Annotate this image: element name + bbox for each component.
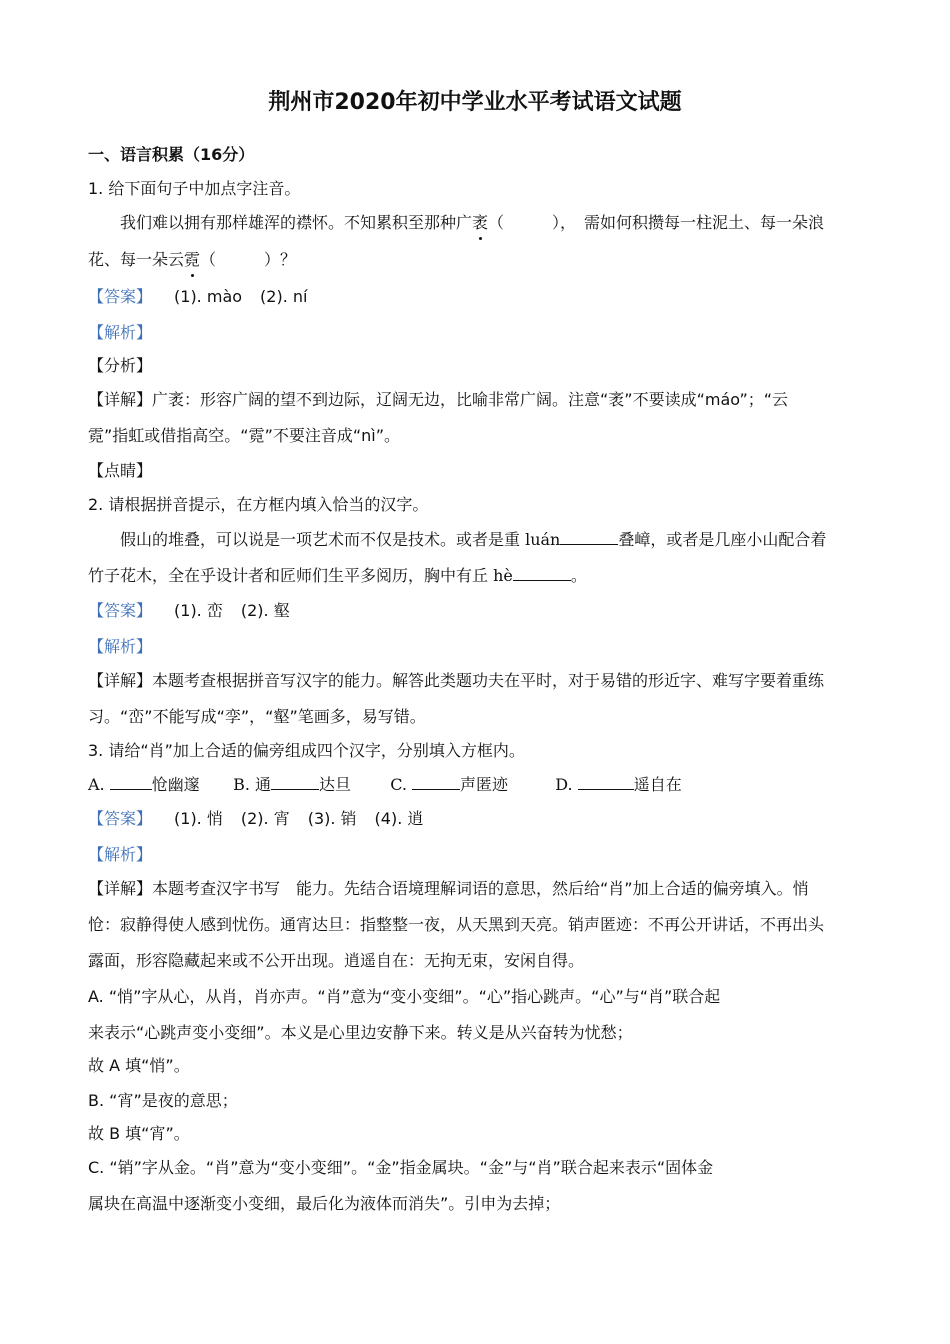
q1-stem: 1. 给下面句子中加点字注音。: [88, 179, 301, 198]
q1-passage-line2: [88, 249, 296, 271]
q3-answer-row: [88, 808, 441, 830]
q2-answer-1: (1). 峦: [174, 601, 223, 620]
q3-jiexi-tag: 【解析】: [88, 845, 153, 864]
answer-tag: 【答案】: [88, 809, 153, 828]
q1-passage-line1: [120, 212, 824, 234]
q3-b-fill: 故 B 填“宵”。: [88, 1124, 190, 1143]
q3-answer-1: (1). 悄: [174, 809, 223, 828]
q2-detail-line1: 【详解】本题考查根据拼音写汉字的能力。解答此类题功夫在平时，对于易错的形近字、难写字要着重练: [88, 671, 825, 690]
q3-b-line1: B. “宵”是夜的意思；: [88, 1091, 238, 1110]
q1-line1-text-b: （ ）， 需如何积攒每一柱泥土、每一朵浪: [488, 213, 825, 232]
q3-answer-4: (4). 逍: [374, 809, 424, 828]
q3-answer-2: (2). 宵: [240, 809, 290, 828]
q3-option-d: D. 遥自在: [555, 775, 682, 794]
q2-answer-row: [88, 600, 308, 622]
q3-option-b: B. 通 达旦: [233, 775, 352, 794]
q1-jiexi-tag: 【解析】: [88, 323, 153, 342]
q3-a-fill: 故 A 填“悄”。: [88, 1056, 190, 1075]
q2-jiexi-tag: 【解析】: [88, 637, 153, 656]
q2-line2-text-b: 。: [570, 566, 587, 585]
q3-stem: 3. 请给“肖”加上合适的偏旁组成四个汉字，分别填入方框内。: [88, 741, 525, 760]
q1-line2-text-b: （ ）？: [200, 250, 297, 269]
answer-tag: 【答案】: [88, 601, 153, 620]
q2-passage-line1: [120, 529, 826, 551]
q1-detail-line1: 【详解】广袤：形容广阔的望不到边际，辽阔无边，比喻非常广阔。注意“袤”不要读成“máo”；“云: [88, 390, 789, 409]
q2-detail-line2: 习。“峦”不能写成“孪”，“壑”笔画多，易写错。: [88, 707, 426, 726]
q1-dotted-char-1: 袤: [472, 213, 489, 232]
q2-line1-text-a: 假山的堆叠，可以说是一项艺术而不仅是技术。或者是重 luán: [120, 530, 561, 549]
answer-tag: 【答案】: [88, 287, 153, 306]
q1-answer-2: (2). ní: [260, 287, 308, 306]
q1-dianjing-tag: 【点睛】: [88, 461, 153, 480]
q3-option-c: C. 声匿迹: [390, 775, 509, 794]
q3-a-line1: A. “悄”字从心，从肖，肖亦声。“肖”意为“变小变细”。“心”指心跳声。“心”与“肖”联合起: [88, 987, 721, 1006]
q3-answer-3: (3). 销: [307, 809, 357, 828]
section-heading: 一、语言积累（16分）: [88, 145, 255, 164]
q1-detail-line2: 霓”指虹或借指高空。“霓”不要注音成“nì”。: [88, 426, 401, 445]
q2-line2-text-a: 竹子花木，全在乎设计者和匠师们生平多阅历，胸中有丘 hè: [88, 566, 513, 585]
q2-passage-line2: [88, 565, 587, 587]
q3-option-a: A. 怆幽邃: [88, 775, 200, 794]
q1-fenxi-tag: 【分析】: [88, 356, 153, 375]
q3-detail-line1: 【详解】本题考查汉字书写 能力。先结合语境理解词语的意思，然后给“肖”加上合适的偏旁填入。悄: [88, 879, 809, 898]
q2-stem: 2. 请根据拼音提示，在方框内填入恰当的汉字。: [88, 495, 429, 514]
q2-line1-text-b: 叠嶂，或者是几座小山配合着: [618, 530, 827, 549]
q3-c-line1: C. “销”字从金。“肖”意为“变小变细”。“金”指金属块。“金”与“肖”联合起来表示“固体金: [88, 1158, 714, 1177]
q3-a-line2: 来表示“心跳声变小变细”。本义是心里边安静下来。转义是从兴奋转为忧愁；: [88, 1023, 633, 1042]
q3-detail-line2: 怆：寂静得使人感到忧伤。通宵达旦：指整整一夜，从天黑到天亮。销声匿迹：不再公开讲话，不再出头: [88, 915, 825, 934]
q2-blank-2: [513, 566, 571, 581]
q2-blank-1: [560, 530, 618, 545]
q1-answer-1: (1). mào: [174, 287, 243, 306]
q3-options-row: [88, 774, 682, 796]
q3-c-line2: 属块在高温中逐渐变小变细，最后化为液体而消失”。引申为去掉；: [88, 1194, 561, 1213]
q3-detail-line3: 露面，形容隐藏起来或不公开出现。逍遥自在：无拘无束，安闲自得。: [88, 951, 585, 970]
q1-line2-text-a: 花、每一朵云: [88, 250, 185, 269]
q1-answer-row: [88, 286, 325, 308]
page-title: 荆州市2020年初中学业水平考试语文试题: [268, 90, 682, 115]
q1-dotted-char-2: 霓: [184, 250, 201, 269]
q1-line1-text-a: 我们难以拥有那样雄浑的襟怀。不知累积至那种广: [120, 213, 473, 232]
q2-answer-2: (2). 壑: [240, 601, 290, 620]
